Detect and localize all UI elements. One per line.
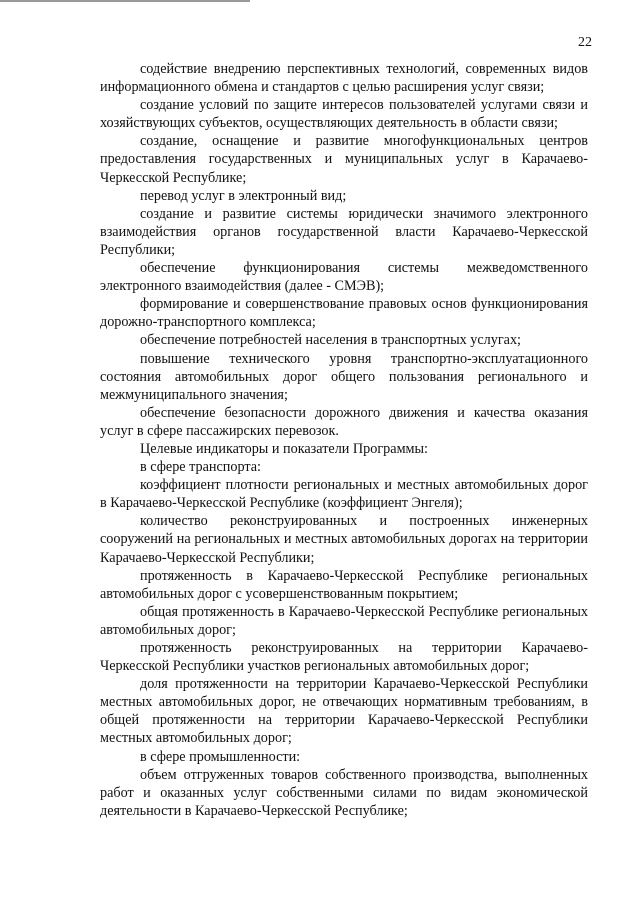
page-number: 22 <box>578 35 592 50</box>
paragraph: Целевые индикаторы и показатели Программы: <box>140 440 429 457</box>
paragraph: общая протяженность в Карачаево-Черкесской Республике региональных автомобильных дорог; <box>100 603 588 638</box>
paragraph: в сфере транспорта: <box>140 459 262 476</box>
paragraph: количество реконструированных и построенных инженерных сооружений на региональных и местных автомобильных дорогах на территории Карачаево-Черкесской Республики; <box>100 513 588 566</box>
paragraph: перевод услуг в электронный вид; <box>140 187 347 204</box>
paragraph: формирование и совершенствование правовых основ функционирования дорожно-транспортного комплекса; <box>100 296 588 331</box>
paragraph: создание условий по защите интересов пользователей услугами связи и хозяйствующих субъектов, осуществляющих деятельность в области связи; <box>100 97 588 132</box>
paragraph: в сфере промышленности: <box>140 748 301 765</box>
document-body <box>100 60 588 820</box>
paragraph: коэффициент плотности региональных и местных автомобильных дорог в Карачаево-Черкесской Республике (коэффициент Энгеля); <box>100 477 588 512</box>
paragraph: доля протяженности на территории Карачаево-Черкесской Республики местных автомобильных дорог, не отвечающих нормативным требованиям, в общей протяженности на территории Карачаево-Черкесской Республики местных автомобильных дорог; <box>100 676 588 747</box>
paragraph: обеспечение функционирования системы межведомственного электронного взаимодействия (далее - СМЭВ); <box>100 260 588 295</box>
paragraph: протяженность реконструированных на территории Карачаево-Черкесской Республики участков региональных автомобильных дорог; <box>100 640 588 675</box>
paragraph: обеспечение потребностей населения в транспортных услугах; <box>140 332 521 349</box>
paragraph: обеспечение безопасности дорожного движения и качества оказания услуг в сфере пассажирских перевозок. <box>100 404 588 439</box>
paragraph: объем отгруженных товаров собственного производства, выполненных работ и оказанных услуг собственными силами по видам экономической деятельности в Карачаево-Черкесской Республике; <box>100 766 588 819</box>
scan-edge-line <box>0 0 250 2</box>
paragraph: содействие внедрению перспективных технологий, современных видов информационного обмена и стандартов с целью расширения услуг связи; <box>100 61 588 96</box>
paragraph: создание и развитие системы юридически значимого электронного взаимодействия органов государственной власти Карачаево-Черкесской Республики; <box>100 205 588 258</box>
paragraph: создание, оснащение и развитие многофункциональных центров предоставления государственных и муниципальных услуг в Карачаево-Черкесской Республике; <box>100 133 588 186</box>
paragraph: повышение технического уровня транспортно-эксплуатационного состояния автомобильных дорог общего пользования регионального и межмуниципального значения; <box>100 350 588 403</box>
paragraph: протяженность в Карачаево-Черкесской Республике региональных автомобильных дорог с усовершенствованным покрытием; <box>100 567 588 602</box>
